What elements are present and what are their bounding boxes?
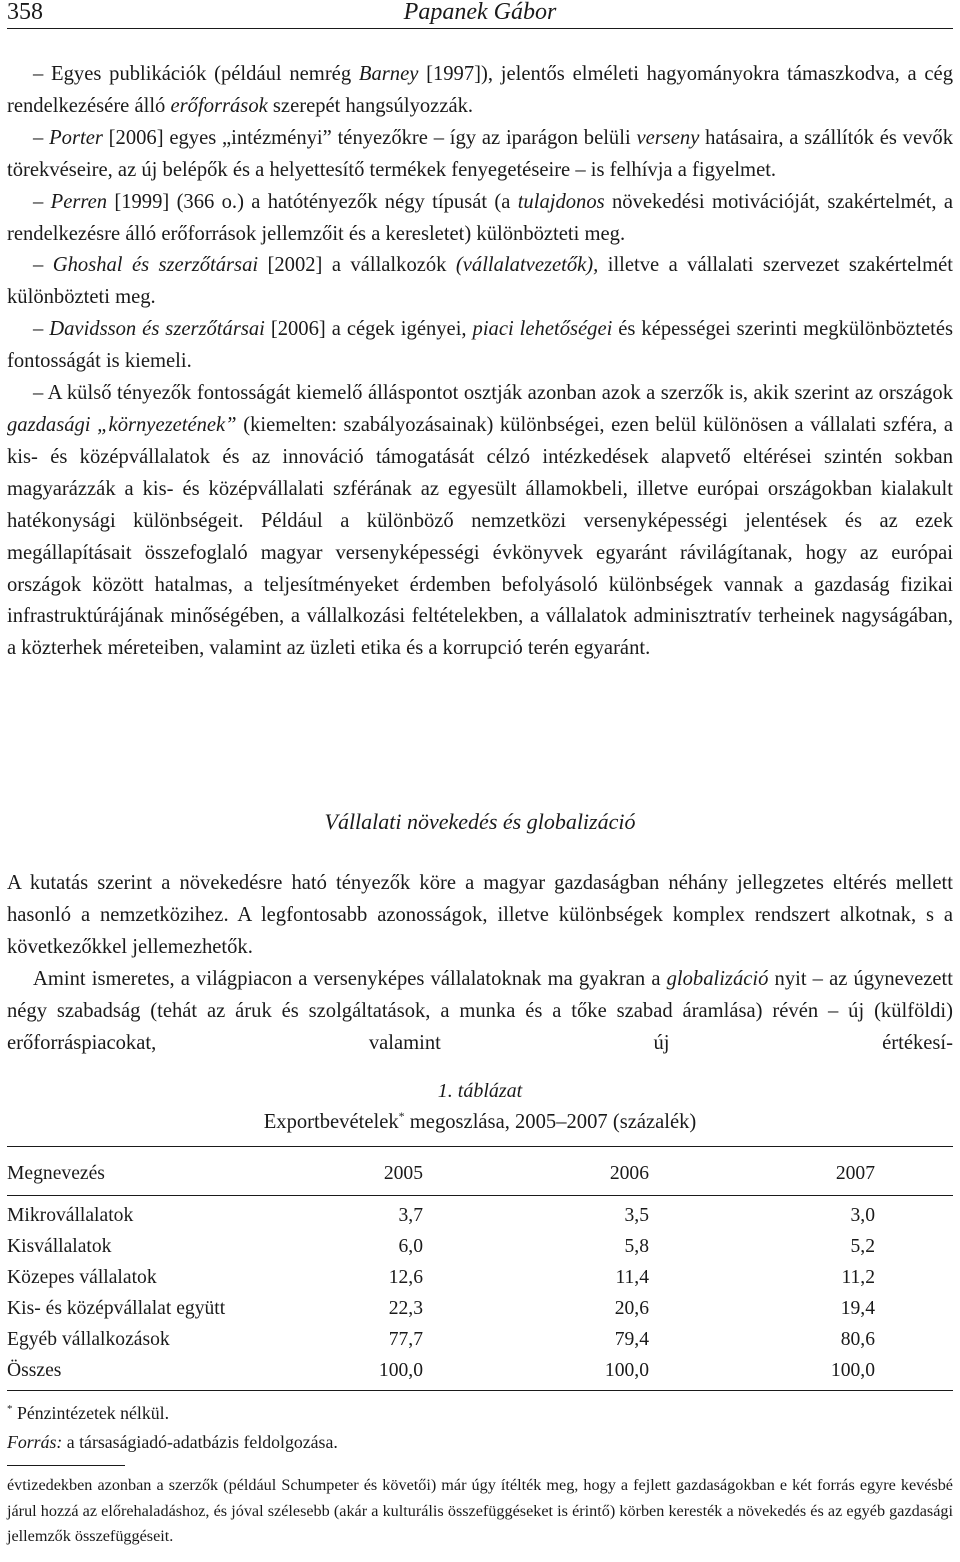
emphasis: globalizáció [666,968,769,990]
table-cell: 5,8 [624,1236,649,1257]
table-cell: 12,6 [388,1267,423,1288]
section-text [7,867,953,1059]
author-ref: Perren [50,190,108,213]
table-header-row [7,1160,953,1188]
column-header: 2005 [383,1163,423,1184]
table-source: Forrás: a társaságiadó-adatbázis feldolgozása. [7,1432,338,1452]
paragraph-ghoshal: – Ghoshal és szerzőtársai [2002] a vállalkozók (vállalatvezetők), illetve a vállalati szervezet szakértelmét különbözteti meg. [7,254,953,309]
source-label: Forrás: [7,1432,63,1452]
footnote-rule [7,1465,125,1466]
author-ref: Ghoshal és szerzőtársai [52,254,259,277]
table-cell: 3,5 [624,1205,649,1226]
row-label: Összes [7,1360,62,1381]
footnote-mark: * [7,1403,13,1415]
row-label: Kisvállalatok [7,1236,112,1257]
paragraph-research: A kutatás szerint a növekedésre ható tényezők köre a magyar gazdaságban néhány jellegzetes eltérés mellett hasonló a nemzetközihez. A legfontosabb azonosságok, illetve különbségek komplex rendszert alkotnak, s a következőkkel jellemezhetők. [7,872,953,958]
row-label: Kis- és középvállalat együtt [7,1298,226,1319]
author-ref: Barney [358,63,419,85]
paragraph-porter: – Porter [2006] egyes „intézményi” tényezőkre – így az iparágon belüli verseny hatásaira, a szállítók és vevők törekvéseire, az új belépők és a helyettesítő termékek fenyegetéseire – is felhívja a figyelmet. [7,126,954,181]
emphasis: piaci lehetőségei [472,318,613,341]
table-header-rule [7,1195,953,1196]
table-row [7,1326,953,1354]
column-header: Megnevezés [7,1163,105,1184]
table-cell: 3,7 [398,1205,423,1226]
table-cell: 80,6 [840,1329,875,1350]
emphasis: tulajdonos [517,190,605,213]
table-row [7,1233,953,1261]
emphasis: (vállalatvezetők), [455,254,599,277]
table-cell: 6,0 [398,1236,423,1257]
table-bottom-rule [7,1390,953,1391]
paragraph-barney: – Egyes publikációk (például nemrég Barney [1997]), jelentős elméleti hagyományokra támaszkodva, a cég rendelkezésére álló erőforrások szerepét hangsúlyozzák. [7,63,953,117]
paragraph-external-factors: – A külső tényezők fontosságát kiemelő álláspontot osztják azonban azok a szerzők is, akik szerint az országok gazdasági „környezetének” (kiemelten: szabályozásainak) különbségei, ezen belül különösen a vállalati szféra, a kis- és középvállalatok és az innováció támogatását célzó intézkedések alapvető eltérései szintén sokban magyarázzák a kis- és középvállalati szférának az egyesült államokbeli, illetve európai országokban kialakult hatékonysági különbségeit. Például a különböző nemzetközi versenyképességi jelentések és az ezek megállapításait összefoglaló magyar versenyképességi évkönyvek egyaránt rávilágítanak, hogy az európai országok között hatalmas, a teljesítményeket érdemben befolyásoló különbségek vannak a gazdaság fizikai infrastruktúrájának minőségében, a vállalkozási feltételekben, a vállalatok adminisztratív terheinek nagyságában, a közterhek méreteiben, valamint az üzleti etika és a korrupció terén egyaránt. [7,382,953,660]
section-heading: Vállalati növekedés és globalizáció [324,809,636,834]
row-label: Közepes vállalatok [7,1267,157,1288]
emphasis: erőforrások [170,94,268,117]
author-ref: Davidsson és szerzőtársai [49,318,265,341]
footnote-mark: * [398,1109,405,1123]
emphasis: gazdasági „környezetének” [7,413,237,436]
table-number: 1. táblázat [437,1080,523,1102]
table-note: * Pénzintézetek nélkül. [7,1403,170,1423]
paragraph-davidsson: – Davidsson és szerzőtársai [2006] a cégek igényei, piaci lehetőségei és képességei szerinti megkülönböztetés fontosságát is kiemeli. [7,318,953,373]
table-cell: 5,2 [850,1236,875,1257]
table-row [7,1264,953,1292]
table-title: Exportbevételek* megoszlása, 2005–2007 (százalék) [263,1109,697,1133]
emphasis: verseny [636,126,700,149]
table-cell: 22,3 [388,1298,423,1319]
table-cell: 11,2 [841,1267,875,1288]
column-header: 2006 [609,1163,649,1184]
row-label: Mikrovállalatok [7,1205,134,1226]
page-number: 358 [7,0,43,25]
table-cell: 100,0 [604,1360,649,1381]
table-cell: 19,4 [840,1298,875,1319]
table-cell: 11,4 [615,1267,649,1288]
footnote-text: évtizedekben azonban a szerzők (például Schumpeter és követői) már úgy ítélték meg, hogy a fejlett gazdaságokban e két forrás egyre kevésbé járul hozzá az előrehaladáshoz, és jóval szélesebb (akár a kulturális összefüggéseket is érintő) körben keresték a növekedés és az egyéb gazdasági jellemzők összefüggéseit. [7,1476,953,1545]
table-top-rule [7,1146,953,1147]
main-text [7,59,953,665]
row-label: Egyéb vállalkozások [7,1329,170,1350]
table-cell: 100,0 [378,1360,423,1381]
table-row [7,1202,953,1230]
table-row [7,1357,953,1385]
table-cell: 100,0 [830,1360,875,1381]
table-cell: 79,4 [614,1329,649,1350]
paragraph-perren: – Perren [1999] (366 o.) a hatótényezők négy típusát (a tulajdonos növekedési motivációját, szakértelmét, a rendelkezésre álló erőforrások jellemzőit és a keresletet) különbözteti meg. [7,190,953,245]
author-ref: Porter [49,126,103,149]
page-header [7,0,953,29]
table-row [7,1295,953,1323]
table-cell: 3,0 [850,1205,875,1226]
table-cell: 20,6 [614,1298,649,1319]
column-header: 2007 [835,1163,875,1184]
running-head: Papanek Gábor [403,0,557,25]
table-cell: 77,7 [388,1329,423,1350]
paragraph-globalization: Amint ismeretes, a világpiacon a versenyképes vállalatoknak ma gyakran a globalizáció nyit – az úgynevezett négy szabadság (tehát az áruk és szolgáltatások, a munka és a tőke szabad áramlása) révén – új (külföldi) erőforráspiacokat, valamint új értékesí- [7,968,953,1054]
